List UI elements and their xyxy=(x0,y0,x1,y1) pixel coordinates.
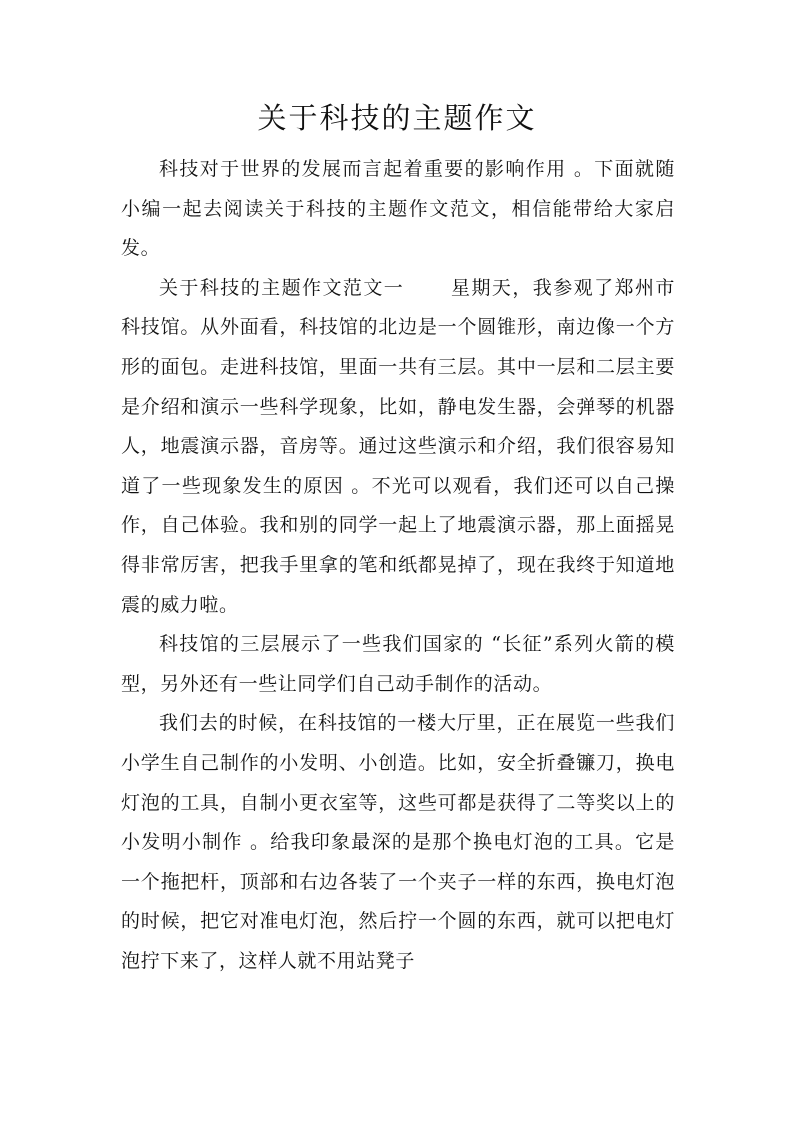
essay-opening-text: 星期天，我参观了郑州市科技馆。从外面看，科技馆的北边是一个圆锥形，南边像一个方形的面包。走进科技馆，里面一共有三层。其中一层和二层主要是介绍和演示一些科学现象，比如，静电发生器，会弹琴的机器人，地震演示器，音房等。通过这些演示和介绍，我们很容易知道了一些现象发生的原因 。不光可以观看，我们还可以自己操作，自己体验。我和别的同学一起上了地震演示器，那上面摇晃得非常厉害，把我手里拿的笔和纸都晃掉了，现在我终于知道地震的威力啦。 xyxy=(121,276,675,616)
document-title: 关于科技的主题作文 xyxy=(257,101,537,135)
essay-heading: 关于科技的主题作文范文一 xyxy=(159,276,405,299)
intro-paragraph: 科技对于世界的发展而言起着重要的影响作用 。下面就随小编一起去阅读关于科技的主题作文范文，相信能带给大家启发。 xyxy=(121,158,675,260)
essay-paragraph-3: 我们去的时候，在科技馆的一楼大厅里，正在展览一些我们小学生自己制作的小发明、小创造。比如，安全折叠镰刀，换电灯泡的工具，自制小更衣室等，这些可都是获得了二等奖以上的小发明小制作 。给我印象最深的是那个换电灯泡的工具。它是一个拖把杆，顶部和右边各装了一个夹子一样的东西，换电灯泡的时候，把它对准电灯泡，然后拧一个圆的东西，就可以把电灯泡拧下来了，这样人就不用站凳子 xyxy=(121,712,675,972)
essay-paragraph-2: 科技馆的三层展示了一些我们国家的 “长征”系列火箭的模型，另外还有一些让同学们自己动手制作的活动。 xyxy=(121,633,675,695)
essay-paragraph-1 xyxy=(121,269,675,625)
document-body xyxy=(121,150,675,981)
